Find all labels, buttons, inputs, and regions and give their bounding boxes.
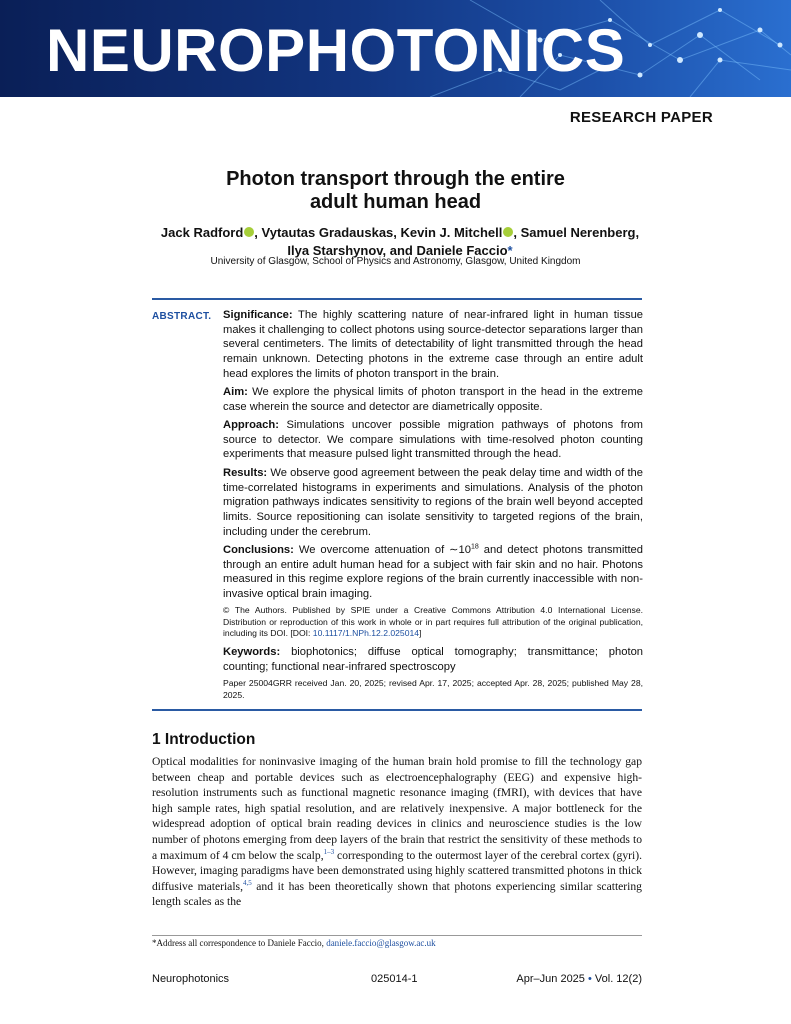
corresponding-author-mark[interactable]: * <box>507 243 513 258</box>
author-name: , Vytautas Gradauskas, Kevin J. Mitchell <box>254 225 503 240</box>
paragraph-text: Optical modalities for noninvasive imaging of the human brain hold promise to fill the technology gap between cheap and portable devices such as electroencephalography (EEG) and expensive high-resolution instruments such as functional magnetic resonance imaging (fMRI), with devices that have high sample rates, high spatial resolution, and are relatively inexpensive. A major bottleneck for the widespread adoption of optical brain reading devices in clinics and neuroscience studies is the low number of photons emerging from deep layers of the brain that restrict the sensitivity of these methods to a maximum of 4 cm below the scalp, <box>152 755 642 862</box>
abstract-label: ABSTRACT. <box>152 311 212 322</box>
author-name: , Samuel Nerenberg, <box>513 225 640 240</box>
citation-link[interactable]: 4,5 <box>242 878 252 887</box>
abstract-bottom-rule <box>152 709 642 711</box>
abstract-top-rule <box>152 298 642 300</box>
footnote-rule <box>152 935 642 936</box>
paper-type-label: RESEARCH PAPER <box>569 109 713 126</box>
citation-link[interactable]: 1–3 <box>323 847 335 856</box>
license-statement <box>223 605 643 640</box>
affiliation: University of Glasgow, School of Physics and Astronomy, Glasgow, United Kingdom <box>210 256 581 267</box>
email-link[interactable]: daniele.faccio@glasgow.ac.uk <box>326 938 436 948</box>
paragraph-text: and it has been theoretically shown that photons experiencing similar scattering length scales as the <box>152 879 642 909</box>
abstract-conclusions <box>223 543 643 602</box>
journal-banner <box>0 0 791 97</box>
footer-page-number: 025014-1 <box>371 973 418 985</box>
author-list <box>100 224 700 260</box>
abstract-text: and detect photons transmitted through an entire adult human head for a subject with fair skin and no hair. Photons measured in this regime explore regions of the brain currently inaccessible with non-invasive optical brain imaging. <box>223 544 643 601</box>
footnote-text: *Address all correspondence to Daniele Faccio, <box>152 938 327 948</box>
orcid-icon[interactable] <box>244 227 254 237</box>
license-text-end: ] <box>419 628 422 638</box>
paper-history: Paper 25004GRR received Jan. 20, 2025; revised Apr. 17, 2025; accepted Apr. 28, 2025; published May 28, 2025. <box>223 678 643 700</box>
doi-link[interactable]: 10.1117/1.NPh.12.2.025014 <box>312 628 420 638</box>
abstract-heading: Results: <box>223 467 268 479</box>
abstract-heading: Conclusions: <box>223 544 294 556</box>
abstract-text: We observe good agreement between the peak delay time and width of the time-correlated histograms in experiments and simulations. Analysis of the photon migration pathways indicates sensitivity to regions of the brain well beyond accepted limits. Source repositioning can isolate sensitivity to targeted regions of the brain, including under the cerebrum. <box>223 467 644 538</box>
title-line-2: adult human head <box>309 191 482 213</box>
orcid-icon[interactable] <box>503 227 513 237</box>
author-name: Ilya Starshynov, and Daniele Faccio <box>287 243 508 258</box>
abstract-aim <box>223 385 643 414</box>
article-title <box>0 168 791 214</box>
author-line-1 <box>100 224 700 242</box>
abstract-heading: Significance: <box>223 309 293 321</box>
keywords-label: Keywords: <box>223 646 281 658</box>
footnote <box>152 938 436 948</box>
keywords <box>223 645 643 674</box>
title-line-1: Photon transport through the entire <box>226 168 565 190</box>
journal-name: NEUROPHOTONICS <box>46 17 626 84</box>
paragraph-text: corresponding to the outermost layer of the cerebral cortex (gyri). However, imaging paradigms have been demonstrated using highly scattered transmitted photons in thick diffusive materials, <box>152 848 642 893</box>
abstract-heading: Aim: <box>223 386 248 398</box>
footer-volume: Vol. 12(2) <box>594 973 642 985</box>
abstract-text: We overcome attenuation of ∼10 <box>298 544 471 556</box>
abstract-heading: Approach: <box>223 419 279 431</box>
footer-issue <box>516 973 642 985</box>
abstract-significance <box>223 308 643 382</box>
abstract-text: The highly scattering nature of near-infrared light in human tissue makes it challenging to collect photons using source-detector separations larger than several centimeters. The limits of detectability of light transmitted through the head remain unknown. Detecting photons in the extreme case through an entire adult head explores the limits of photon transport in the brain. <box>223 309 644 380</box>
exponent: 18 <box>470 543 479 551</box>
abstract-approach <box>223 418 643 462</box>
abstract-text: We explore the physical limits of photon transport in the head in the extreme case wherein the source and detector are diametrically opposite. <box>223 386 643 413</box>
footer-journal: Neurophotonics <box>152 973 230 985</box>
abstract-results <box>223 466 643 540</box>
footer-issue-date: Apr–Jun 2025 <box>516 973 585 985</box>
abstract-text: Simulations uncover possible migration pathways of photons from source to detector. We compare simulations with time-resolved photon counting experiments that measure pulsed light transmitted through the head. <box>223 419 643 461</box>
section-heading: 1 Introduction <box>152 731 256 748</box>
bullet-separator: • <box>587 973 592 985</box>
license-text: © The Authors. Published by SPIE under a Creative Commons Attribution 4.0 International License. Distribution or reproduction of this work in whole or in part requires full attribution of the original publication, including its DOI. [DOI: <box>223 605 643 638</box>
intro-paragraph <box>152 754 642 910</box>
author-name: Jack Radford <box>160 225 244 240</box>
keywords-text: biophotonics; diffuse optical tomography; transmittance; photon counting; functional near-infrared spectroscopy <box>223 646 644 673</box>
